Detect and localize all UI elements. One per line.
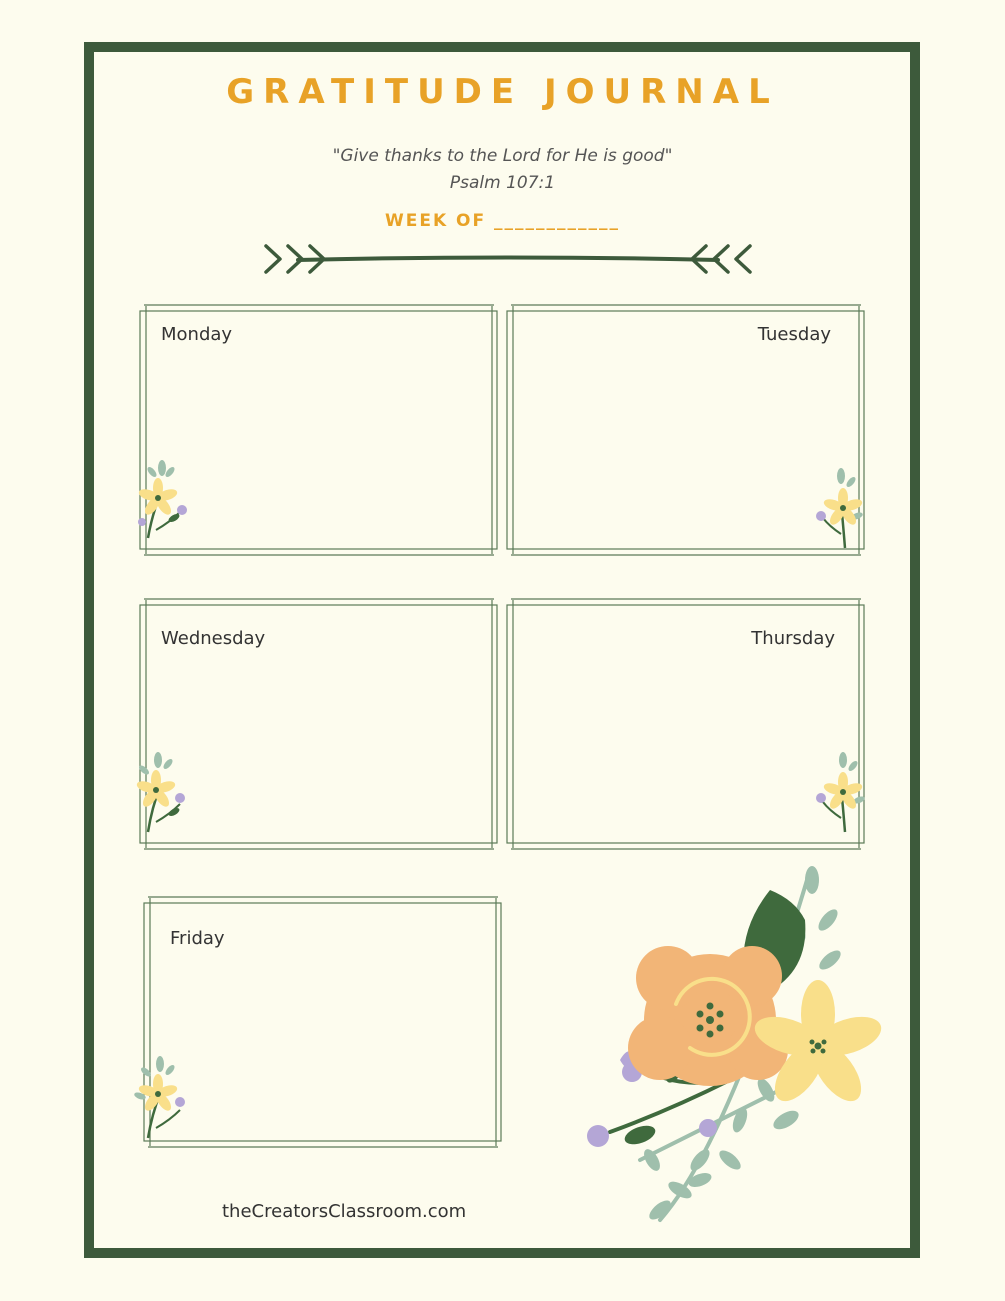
quote-text: "Give thanks to the Lord for He is good": [332, 146, 673, 166]
week-of-field[interactable]: WEEK OF ____________: [384, 211, 621, 231]
footer-website[interactable]: theCreatorsClassroom.com: [222, 1201, 467, 1222]
day-label-tuesday: Tuesday: [757, 324, 831, 345]
day-label-thursday: Thursday: [751, 628, 835, 649]
mini-flower-icon: [130, 460, 190, 545]
day-box-friday[interactable]: [140, 894, 506, 1150]
arrow-divider-icon: [258, 238, 758, 278]
day-box-tuesday[interactable]: [503, 302, 869, 558]
scripture-quote: [0, 143, 1005, 197]
flower-bouquet-icon: [580, 860, 890, 1235]
mini-flower-icon: [809, 468, 869, 553]
quote-reference: Psalm 107:1: [449, 173, 556, 193]
day-box-wednesday[interactable]: [136, 596, 502, 852]
day-box-thursday[interactable]: [503, 596, 869, 852]
mini-flower-icon: [809, 752, 869, 837]
day-box-monday[interactable]: [136, 302, 502, 558]
mini-flower-icon: [130, 1056, 190, 1141]
day-label-wednesday: Wednesday: [161, 628, 266, 649]
mini-flower-icon: [130, 752, 190, 837]
page-title: GRATITUDE JOURNAL: [226, 72, 779, 112]
day-label-friday: Friday: [170, 928, 225, 949]
day-label-monday: Monday: [161, 324, 233, 345]
